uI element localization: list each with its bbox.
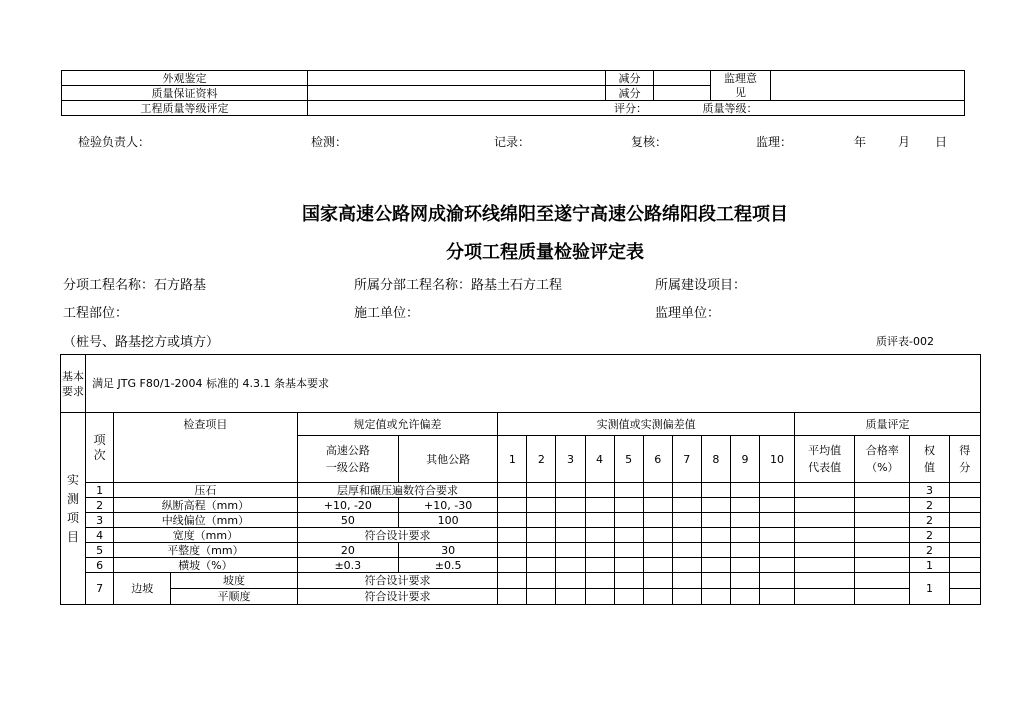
- measure-col-6: 6: [643, 436, 672, 483]
- quality-docs-deduct-label: 减分: [606, 86, 654, 101]
- row-spec: 符合设计要求: [297, 589, 498, 605]
- basic-requirements-text: 满足 JTG F80/1-2004 标准的 4.3.1 条基本要求: [86, 355, 981, 413]
- table-row: [61, 498, 981, 513]
- row-other: 100: [398, 513, 497, 528]
- row-item: 纵断高程（mm）: [114, 498, 298, 513]
- row-weight: 2: [910, 528, 949, 543]
- row-weight: 2: [910, 543, 949, 558]
- contractor: 施工单位：: [354, 306, 420, 321]
- row-item: 平整度（mm）: [114, 543, 298, 558]
- measure-col-4: 4: [585, 436, 614, 483]
- project-name: 所属建设项目：: [655, 278, 747, 293]
- row-highway: +10, -20: [297, 498, 398, 513]
- row-item: 压石: [114, 483, 298, 498]
- row-highway: 50: [297, 513, 398, 528]
- row-spec: 符合设计要求: [297, 573, 498, 589]
- row-no: 7: [86, 573, 114, 605]
- recorder-label: 记录：: [494, 135, 531, 149]
- appearance-value: [308, 71, 606, 86]
- row-other: 30: [398, 543, 497, 558]
- table-row: [61, 543, 981, 558]
- table-row: [61, 528, 981, 543]
- row-item: 宽度（mm）: [114, 528, 298, 543]
- row-weight: 2: [910, 498, 949, 513]
- row-subitem: 平顺度: [171, 589, 297, 605]
- page-title: 国家高速公路网成渝环线绵阳至遂宁高速公路绵阳段工程项目: [302, 204, 788, 225]
- row-other: ±0.5: [398, 558, 497, 573]
- col-other-header: 其他公路: [398, 436, 497, 483]
- score-label: 评分：: [614, 101, 647, 115]
- table-row: [61, 589, 981, 605]
- form-number: 质评表-002: [876, 335, 934, 348]
- row-item: 中线偏位（mm）: [114, 513, 298, 528]
- row-no: 3: [86, 513, 114, 528]
- col-quality-header: 质量评定: [795, 413, 981, 436]
- measure-col-7: 7: [672, 436, 701, 483]
- row-other: +10, -30: [398, 498, 497, 513]
- supervision-unit: 监理单位：: [655, 306, 721, 321]
- table-row: [61, 513, 981, 528]
- inspection-table: [60, 354, 981, 605]
- col-score-header: 得分: [949, 436, 980, 483]
- work-location: 工程部位：: [63, 306, 129, 321]
- pile-note: （桩号、路基挖方或填方）: [63, 335, 220, 350]
- col-no-header: 项次: [86, 413, 114, 483]
- page-subtitle: 分项工程质量检验评定表: [446, 242, 644, 263]
- col-pass-header: 合格率（%）: [855, 436, 910, 483]
- row-spec: 层厚和碾压遍数符合要求: [297, 483, 498, 498]
- col-item-header: 检查项目: [114, 413, 298, 483]
- reviewer-label: 复核：: [631, 135, 668, 149]
- row-weight: 1: [910, 573, 949, 605]
- col-highway-header: 高速公路一级公路: [297, 436, 398, 483]
- row-highway: ±0.3: [297, 558, 398, 573]
- year-label: 年: [854, 135, 867, 149]
- col-spec-header: 规定值或允许偏差: [297, 413, 498, 436]
- table-row: [61, 573, 981, 589]
- table-row: [61, 558, 981, 573]
- evaluation-summary-table: [61, 70, 965, 116]
- parent-item-name: 所属分部工程名称：路基土石方工程: [354, 278, 563, 293]
- row-spec: 符合设计要求: [297, 528, 498, 543]
- row-weight: 2: [910, 513, 949, 528]
- row-group: 边坡: [114, 573, 171, 605]
- row-no: 6: [86, 558, 114, 573]
- quality-docs-deduct-value: [654, 86, 711, 101]
- grade-label: 质量等级：: [702, 101, 758, 115]
- row-no: 1: [86, 483, 114, 498]
- measure-col-3: 3: [556, 436, 585, 483]
- quality-docs-label: 质量保证资料: [62, 86, 308, 101]
- row-weight: 1: [910, 558, 949, 573]
- grade-eval-label: 工程质量等级评定: [62, 101, 308, 116]
- measure-col-10: 10: [759, 436, 794, 483]
- measure-col-8: 8: [701, 436, 730, 483]
- row-item: 横坡（%）: [114, 558, 298, 573]
- measured-items-label: 实测项目: [61, 413, 86, 605]
- col-weight-header: 权值: [910, 436, 949, 483]
- sub-item-name: 分项工程名称：石方路基: [63, 278, 207, 293]
- col-avg-header: 平均值代表值: [795, 436, 855, 483]
- grade-eval-value: [308, 101, 965, 116]
- row-highway: 20: [297, 543, 398, 558]
- measure-col-1: 1: [498, 436, 527, 483]
- quality-docs-value: [308, 86, 606, 101]
- day-label: 日: [935, 135, 948, 149]
- row-subitem: 坡度: [171, 573, 297, 589]
- measure-col-9: 9: [730, 436, 759, 483]
- appearance-deduct-value: [654, 71, 711, 86]
- row-no: 5: [86, 543, 114, 558]
- supervisor-label: 监理：: [756, 135, 793, 149]
- row-no: 2: [86, 498, 114, 513]
- row-no: 4: [86, 528, 114, 543]
- month-label: 月: [898, 135, 911, 149]
- supervisor-opinion-label: 监理意 见: [711, 71, 771, 101]
- row-weight: 3: [910, 483, 949, 498]
- measure-col-5: 5: [614, 436, 643, 483]
- supervisor-opinion-value: [771, 71, 965, 101]
- tester-label: 检测：: [311, 135, 348, 149]
- appearance-deduct-label: 减分: [606, 71, 654, 86]
- basic-requirements-label: 基本要求: [61, 355, 86, 413]
- measure-col-2: 2: [527, 436, 556, 483]
- col-measured-header: 实测值或实测偏差值: [498, 413, 795, 436]
- table-row: [61, 483, 981, 498]
- inspector-label: 检验负责人：: [78, 135, 151, 149]
- appearance-label: 外观鉴定: [62, 71, 308, 86]
